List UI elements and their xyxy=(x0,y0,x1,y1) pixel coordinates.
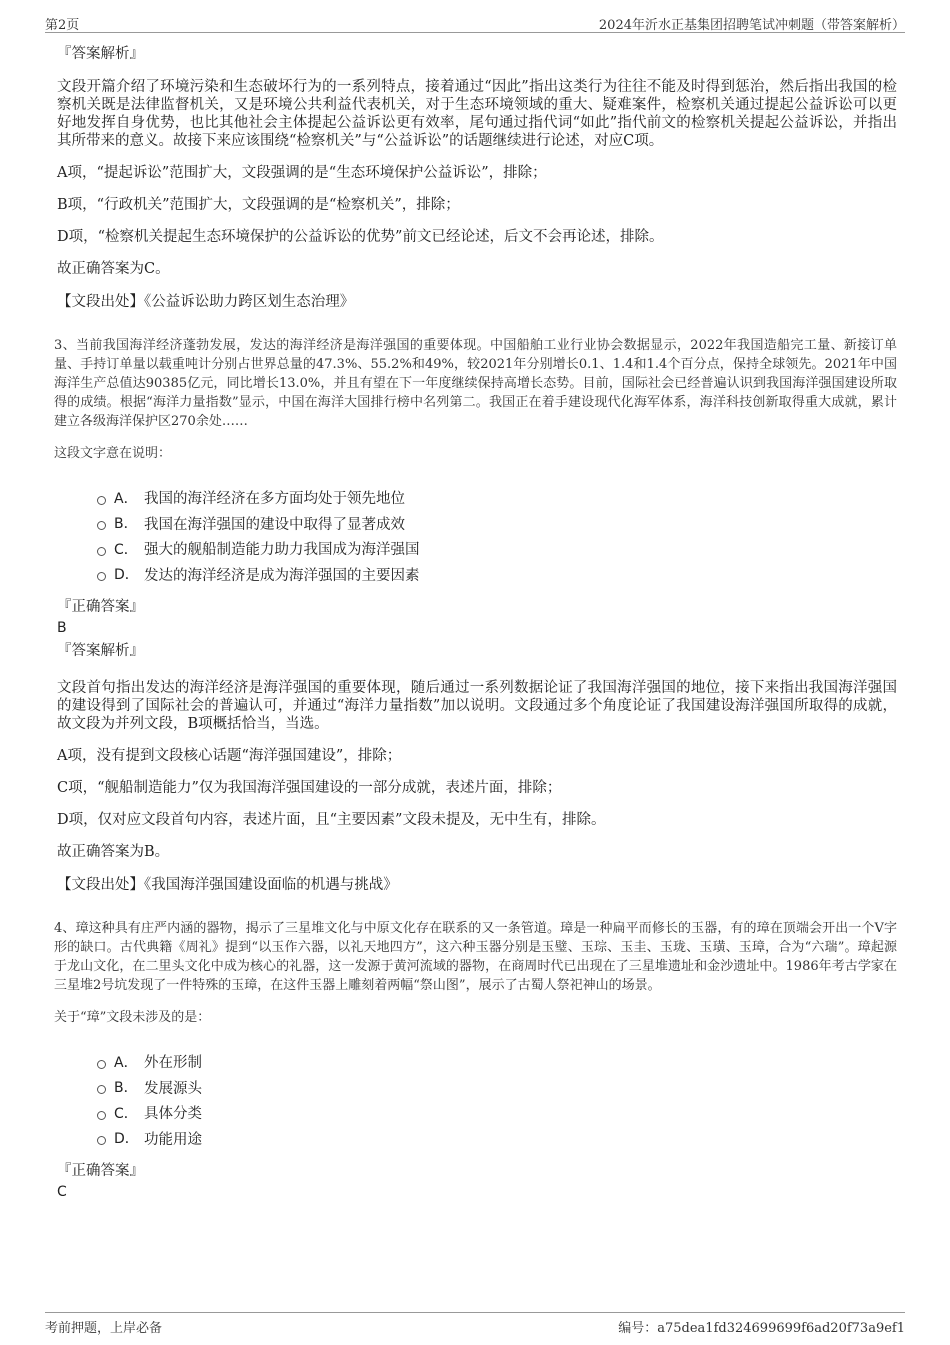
correct-answer-value: C xyxy=(57,1184,67,1200)
option-letter: A． xyxy=(114,490,138,507)
analysis-conclusion: 故正确答案为C。 xyxy=(57,261,170,277)
option-c[interactable] xyxy=(97,536,897,562)
option-letter: D． xyxy=(114,567,139,584)
document-title: 2024年沂水正基集团招聘笔试冲刺题（带答案解析） xyxy=(598,18,905,33)
analysis-text: 文段开篇介绍了环境污染和生态破坏行为的一系列特点，接着通过“因此”指出这类行为往往不能及时得到惩治，然后指出我国的检察机关既是法律监督机关，又是环境公共利益代表机关，对于生态环境领域的重大、疑难案件，检察机关通过提起公益诉讼可以更好地发挥自身优势，也比其他社会主体提起公益诉讼更有效率，尾句通过指代词“如此”指代前文的检察机关提起公益诉讼，并指出其所带来的意义。故接下来应该围绕“检察机关”与“公益诉讼”的话题继续进行论述，对应C项。 xyxy=(57,79,897,149)
question-3-options xyxy=(97,485,897,587)
radio-icon[interactable] xyxy=(97,572,106,581)
analysis-point-d: D项，“检察机关提起生态环境保护的公益诉讼的优势”前文已经论述，后文不会再论述，排除。 xyxy=(57,229,664,245)
option-d[interactable] xyxy=(97,562,897,588)
option-d[interactable] xyxy=(97,1126,897,1152)
analysis-point-d: D项，仅对应文段首句内容，表述片面，且“主要因素”文段未提及，无中生有，排除。 xyxy=(57,812,606,828)
radio-icon[interactable] xyxy=(97,547,106,556)
document-code: 编号：a75dea1fd324699699f6ad20f73a9ef1 xyxy=(618,1321,905,1336)
question-3-prompt: 这段文字意在说明： xyxy=(54,446,172,461)
question-3-text: 3、当前我国海洋经济蓬勃发展，发达的海洋经济是海洋强国的重要体现。中国船舶工业行业协会数据显示，2022年我国造船完工量、新接订单量、手持订单量以载重吨计分别占世界总量的47.3%、55.2%和49%，较2021年分别增长0.1、1.4和1.4个百分点，保持全球领先。2021年中国海洋生产总值达90385亿元，同比增长13.0%，并且有望在下一年度继续保持高增长态势。目前，国际社会已经普遍认识到我国海洋强国建设所取得的成绩。根据“海洋力量指数”显示，中国在海洋大国排行榜中名列第二。我国正在着手建设现代化海军体系，海洋科技创新取得重大成就，累计建立各级海洋保护区270余处…… xyxy=(54,338,897,429)
option-letter: C． xyxy=(114,541,138,558)
option-b[interactable] xyxy=(97,511,897,537)
correct-answer-label: 『正确答案』 xyxy=(57,599,144,615)
analysis-text: 文段首句指出发达的海洋经济是海洋强国的重要体现，随后通过一系列数据论证了我国海洋强国的地位，接下来指出我国海洋强国的建设得到了国际社会的普遍认可，并通过“海洋力量指数”加以说明。文段通过多个角度论证了我国建设海洋强国所取得的成就，故文段为并列文段，B项概括恰当，当选。 xyxy=(57,680,897,732)
page-footer xyxy=(45,1312,905,1336)
analysis-point-a: A项，没有提到文段核心话题“海洋强国建设”，排除； xyxy=(57,748,402,764)
option-c[interactable] xyxy=(97,1100,897,1126)
option-a[interactable] xyxy=(97,1049,897,1075)
option-letter: B． xyxy=(114,1080,138,1097)
question-4-text: 4、璋这种具有庄严内涵的器物，揭示了三星堆文化与中原文化存在联系的又一条管道。璋是一种扁平而修长的玉器，有的璋在顶端会开出一个V字形的缺口。古代典籍《周礼》提到“以玉作六器，以礼天地四方”，这六种玉器分别是玉璧、玉琮、玉圭、玉珑、玉璜、玉璋，合为“六瑞”。璋起源于龙山文化，在二里头文化中成为核心的礼器，这一发源于黄河流域的器物，在商周时代已出现在了三星堆遗址和金沙遗址中。1986年考古学家在三星堆2号坑发现了一件特殊的玉璋，在这件玉器上雕刻着两幅“祭山图”，展示了古蜀人祭祀神山的场景。 xyxy=(54,921,897,993)
option-text: 发展源头 xyxy=(144,1080,202,1097)
question-4-prompt: 关于“璋”文段未涉及的是： xyxy=(54,1010,211,1025)
analysis-point-c: C项，“舰船制造能力”仅为我国海洋强国建设的一部分成就，表述片面，排除； xyxy=(57,780,562,796)
option-letter: A． xyxy=(114,1054,138,1071)
option-text: 我国的海洋经济在多方面均处于领先地位 xyxy=(144,491,405,508)
option-a[interactable] xyxy=(97,485,897,511)
main-content xyxy=(54,40,897,1205)
option-letter: C． xyxy=(114,1105,138,1122)
passage-source: 【文段出处】《公益诉讼助力跨区划生态治理》 xyxy=(57,294,355,310)
option-b[interactable] xyxy=(97,1075,897,1101)
option-letter: B． xyxy=(114,516,138,533)
option-text: 发达的海洋经济是成为海洋强国的主要因素 xyxy=(144,567,420,584)
correct-answer-value: B xyxy=(57,620,67,636)
analysis-point-a: A项，“提起诉讼”范围扩大，文段强调的是“生态环境保护公益诉讼”，排除； xyxy=(57,165,547,181)
option-text: 功能用途 xyxy=(144,1131,202,1148)
option-text: 外在形制 xyxy=(144,1055,202,1072)
analysis-point-b: B项，“行政机关”范围扩大，文段强调的是“检察机关”，排除； xyxy=(57,197,460,213)
radio-icon[interactable] xyxy=(97,1060,106,1069)
analysis-label: 『答案解析』 xyxy=(57,46,144,62)
radio-icon[interactable] xyxy=(97,1111,106,1120)
page-number: 第2页 xyxy=(45,18,80,33)
correct-answer-label: 『正确答案』 xyxy=(57,1163,144,1179)
option-text: 强大的舰船制造能力助力我国成为海洋强国 xyxy=(144,542,420,559)
option-letter: D． xyxy=(114,1131,139,1148)
passage-source: 【文段出处】《我国海洋强国建设面临的机遇与挑战》 xyxy=(57,877,398,893)
radio-icon[interactable] xyxy=(97,1085,106,1094)
radio-icon[interactable] xyxy=(97,496,106,505)
option-text: 我国在海洋强国的建设中取得了显著成效 xyxy=(144,516,405,533)
analysis-conclusion: 故正确答案为B。 xyxy=(57,844,170,860)
analysis-label: 『答案解析』 xyxy=(57,643,144,659)
page-header xyxy=(45,12,905,33)
question-4-options xyxy=(97,1049,897,1151)
radio-icon[interactable] xyxy=(97,1136,106,1145)
footer-slogan: 考前押题，上岸必备 xyxy=(45,1321,163,1336)
radio-icon[interactable] xyxy=(97,521,106,530)
option-text: 具体分类 xyxy=(144,1106,202,1123)
